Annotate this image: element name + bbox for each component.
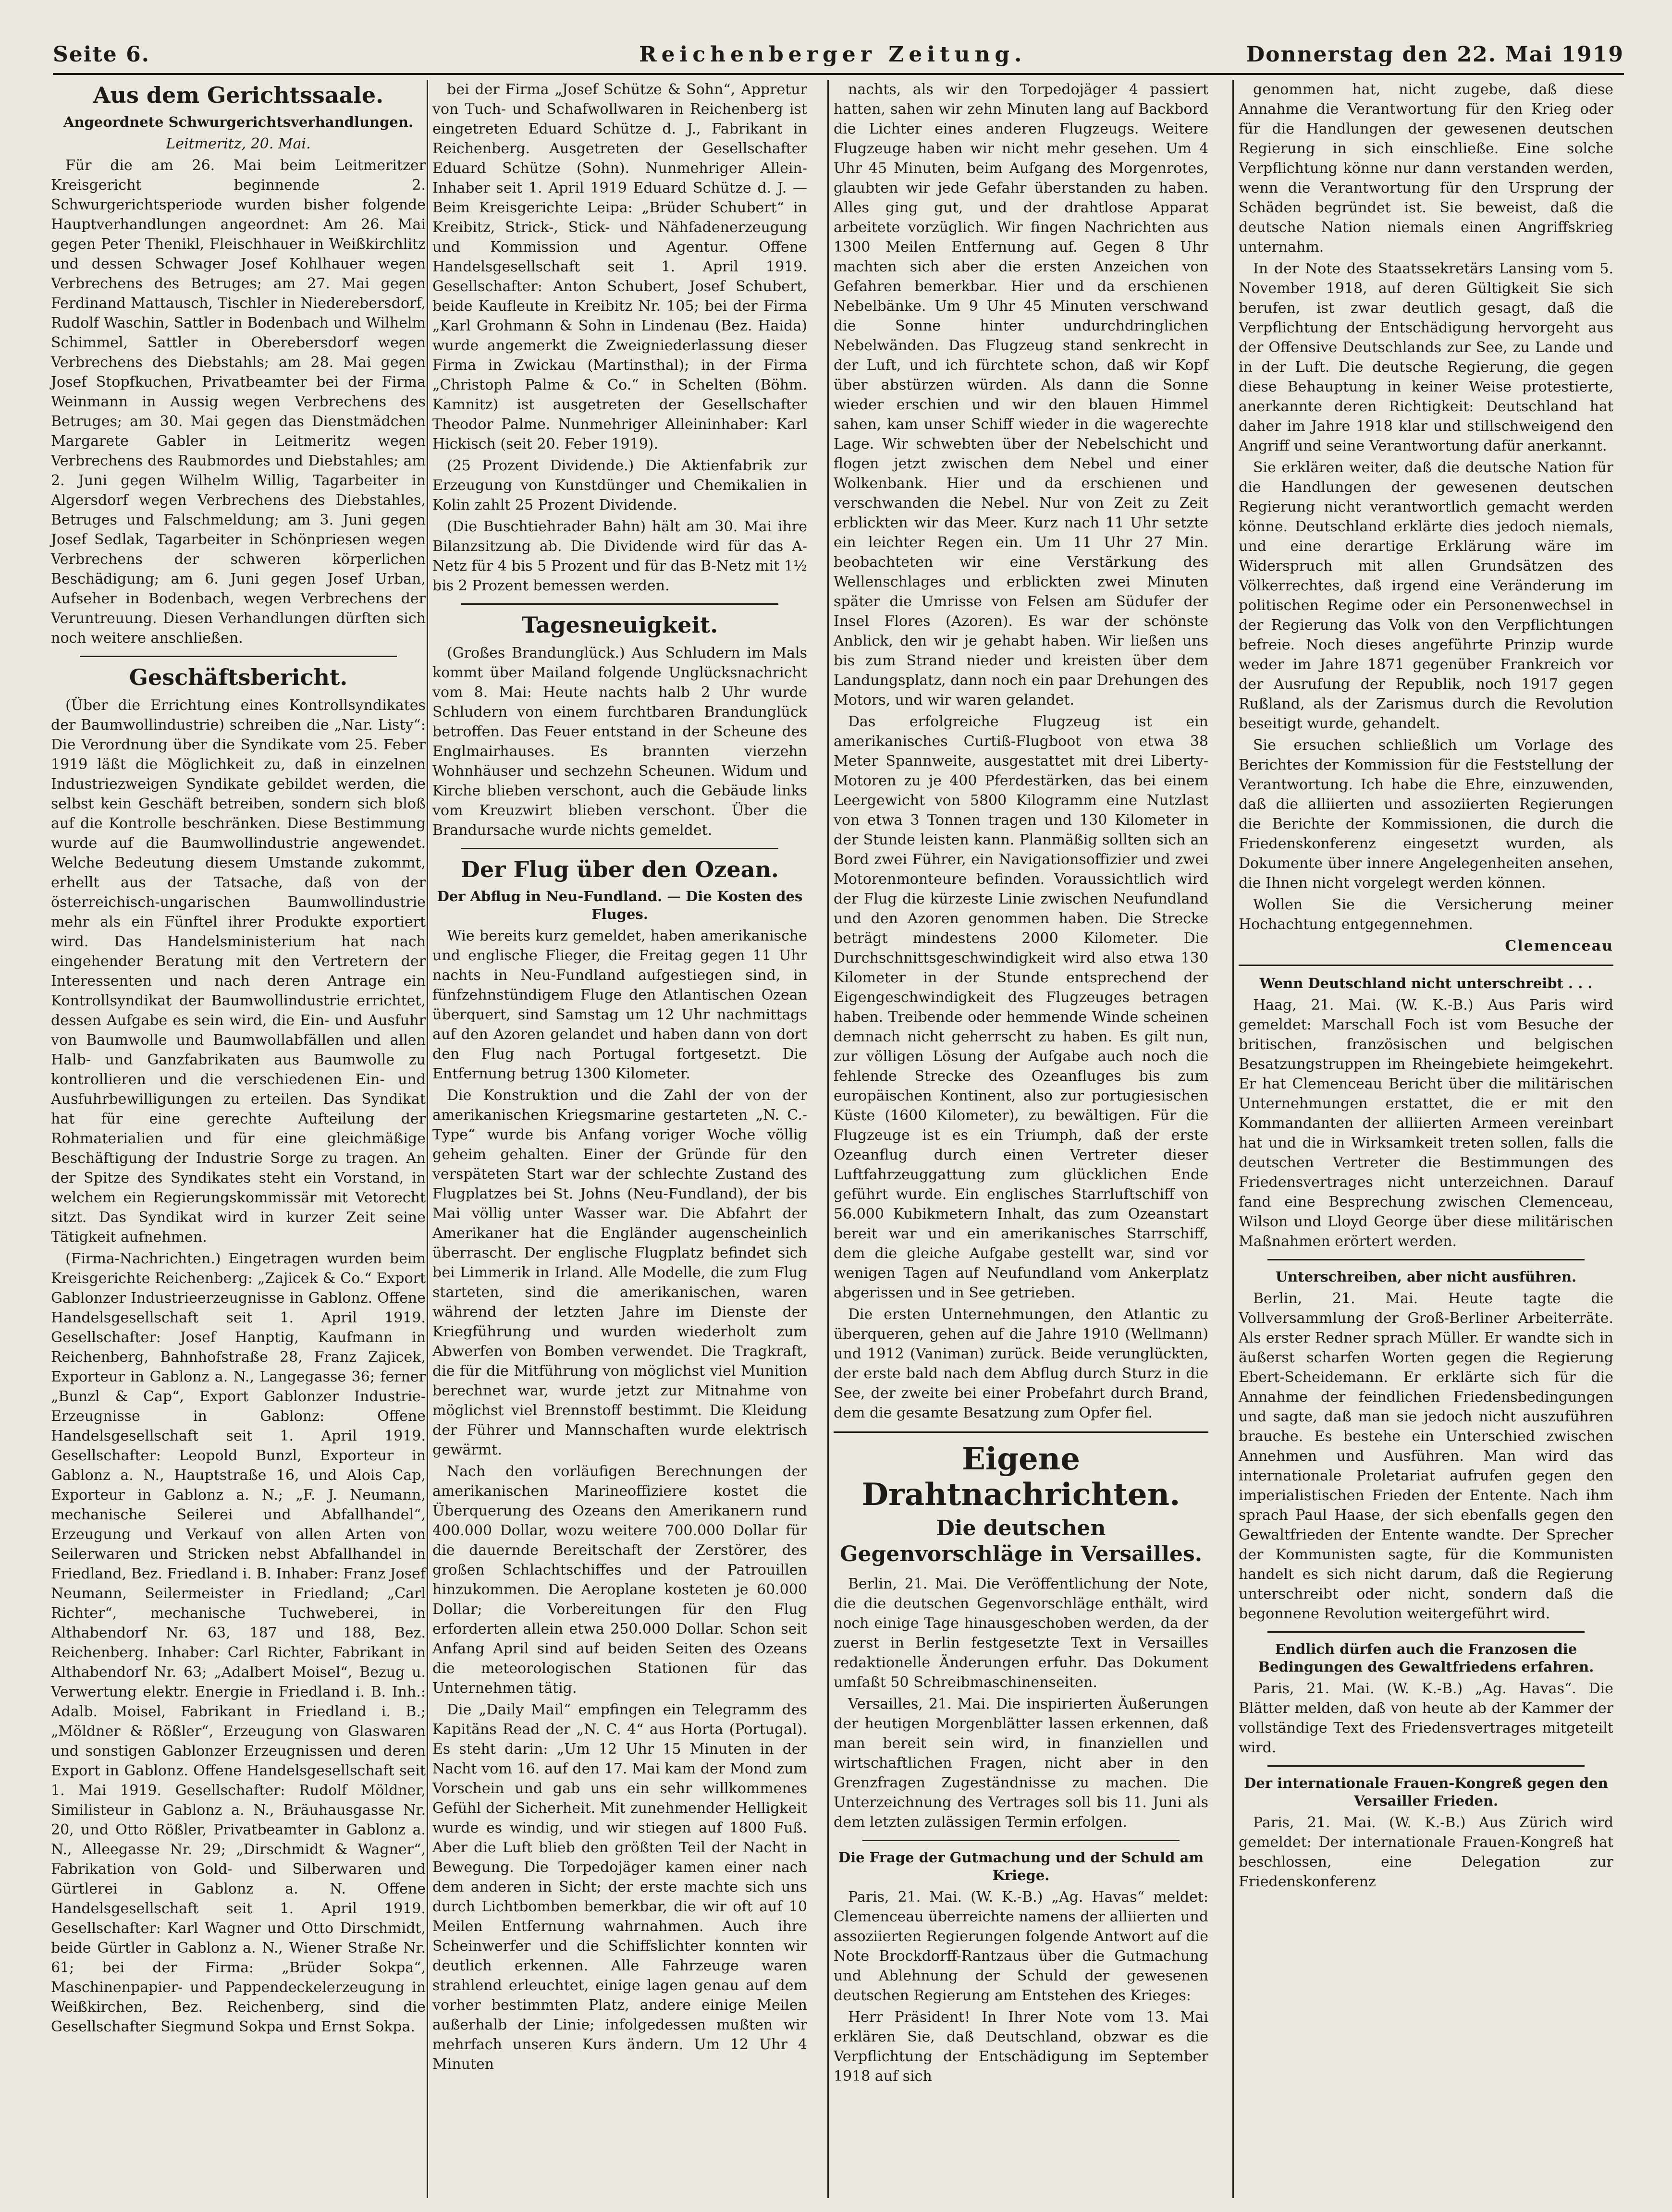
article-heading-frauenkongress: Der internationale Frauen-Kongreß gegen den Versailler Frieden. xyxy=(1244,1775,1608,1809)
article-text-ozeanflug-2: Die Konstruktion und die Zahl der von der amerikanischen Kriegsmarine gestarteten „N. C.-Type“ wurde bis Anfang voriger Woche völlig geheim gehalten. Einer der Gründe für den verspäteten Start war der schlechte Zustand des Flugplatzes bei St. Johns (Neu-Fundland), der bis Mai völlig unter Wasser war. Die Abfahrt der Amerikaner hat die Engländer augenscheinlich überrascht. Der englische Flugplatz befindet sich bei Limmerik in Irland. Alle Modelle, die zum Flug starteten, sind die amerikanischen, waren während der letzten Jahre im Dienste der Kriegführung und wurden wiederholt zum Abwerfen von Bomben verwendet. Die Tragkraft, die für die Mitführung von möglichst viel Munition berechnet war, wurde jetzt zur Mitnahme von möglichst viel Brennstoff bestimmt. Die Kleidung der Führer und Mannschaften wurde elektrisch gewärmt. xyxy=(432,1087,807,1458)
section-rule xyxy=(1267,1631,1585,1633)
column-3 xyxy=(834,80,1208,2193)
section-heading-drahtnachrichten: Eigene Drahtnachrichten. xyxy=(861,1441,1180,1513)
article-text-haag: Haag, 21. Mai. (W. K.-B.) Aus Paris wird gemeldet: Marschall Foch ist vom Besuche der britischen, französischen und belgischen Besatzungstruppen im Rheingebiete heimgekehrt. Er hat Clemenceau Bericht über die militärischen Unternehmungen erstattet, die er mit den Kommandanten der alliierten Armeen vereinbart hat und die in Wirksamkeit treten sollen, falls die deutschen Vertreter die Bestimmungen des Friedensvertrages nicht unterzeichnen. Darauf fand eine Besprechung zwischen Clemenceau, Wilson und Lloyd George über diese militärischen Maßnahmen erörtert werden. xyxy=(1239,997,1613,1250)
article-text-berlin: Berlin, 21. Mai. Die Veröffentlichung der Note, die die deutschen Gegenvorschläge enthält, wird noch einige Tage hinausgeschoben werden, da der zuerst in Berlin festgesetzte Text in Versailles redaktionelle Änderungen erfuhr. Das Dokument umfaßt 50 Schreibmaschinenseiten. xyxy=(834,1576,1208,1691)
section-rule xyxy=(862,1840,1180,1841)
article-text-ozeanflug-4: Die „Daily Mail“ empfingen ein Telegramm des Kapitäns Read der „N. C. 4“ aus Horta (Portugal). Es steht darin: „Um 12 Uhr 15 Minuten in der Nacht vom 16. auf den 17. Mai kam der Mond zum Vorschein und gab uns ein sehr willkommenes Gefühl der Sicherheit. Mit zunehmender Helligkeit wurde es windig, und wir stiegen auf 1800 Fuß. Aber die Luft blieb den größten Teil der Nacht in Bewegung. Die Torpedojäger kamen einer nach dem anderen in Sicht; der erste machte sich uns durch Lichtbomben bemerkbar, die wir oft auf 10 Meilen Entfernung wahrnahmen. Auch ihre Scheinwerfer und die Schiffslichter konnten wir deutlich erkennen. Alle Fahrzeuge waren strahlend erleuchtet, einige lagen genau auf dem vorher bestimmten Platz, andere einige Meilen außerhalb der Linie; infolgedessen mußten wir mehrfach unseren Kurs ändern. Um 12 Uhr 4 Minuten xyxy=(432,1701,807,2073)
paper-title: Reichenberger Zeitung. xyxy=(639,42,1027,67)
article-subheading-ozeanflug: Der Abflug in Neu-Fundland. — Die Kosten des Fluges. xyxy=(437,888,803,922)
article-text-paris-blaetter: Paris, 21. Mai. (W. K.-B.) „Ag. Havas“. Die Blätter melden, daß von heute ab der Kammer der vollständige Text des Friedensvertrages mitgeteilt wird. xyxy=(1239,1680,1613,1756)
article-text-note-5: Wollen Sie die Versicherung meiner Hochachtung entgegennehmen. xyxy=(1239,896,1613,933)
article-text-buschtiehrader-bahn: (Die Buschtiehrader Bahn) hält am 30. Mai ihre Bilanzsitzung ab. Die Dividende wird für das A-Netz für 4 bis 5 Prozent und für das B-Netz mit 1½ bis 2 Prozent bemessen werden. xyxy=(432,518,807,594)
article-heading-nicht-unterschreibt: Wenn Deutschland nicht unterschreibt . . . xyxy=(1259,975,1593,991)
article-text-dividende: (25 Prozent Dividende.) Die Aktienfabrik zur Erzeugung von Kunstdünger und Chemikalien in Kolin zahlt 25 Prozent Dividende. xyxy=(432,457,807,513)
section-rule xyxy=(1267,1765,1585,1767)
page-label: Seite 6. xyxy=(53,42,150,67)
dateline: Leitmeritz, 20. Mai. xyxy=(166,135,311,152)
section-rule xyxy=(834,1431,1208,1433)
article-heading-gegenvorschlaege: Die deutschen Gegenvorschläge in Versailles. xyxy=(839,1516,1203,1566)
article-text-firma-nachrichten: (Firma-Nachrichten.) Eingetragen wurden beim Kreisgerichte Reichenberg: „Zajicek & Co.“ Export Gablonzer Industrieerzeugnisse in Gablonz. Offene Handelsgesellschaft seit 1. April 1919. Gesellschafter: Josef Hanptig, Kaufmann in Reichenberg, Bahnhofstraße 28, Franz Zajicek, Exporteur in Gablonz a. N., Langegasse 36; ferner „Bunzl & Cap“, Export Gablonzer Industrie-Erzeugnisse in Gablonz: Offene Handelsgesellschaft seit 1. April 1919. Gesellschafter: Leopold Bunzl, Exporteur in Gablonz a. N., Hauptstraße 16, und Alois Cap, Exporteur in Gablonz a. N.; „F. J. Neumann, mechanische Seilerei und Abfallhandel“, Erzeugung und Verkauf von allen Arten von Seilerwaren und Stricken nebst Abfallhandel in Friedland, Bez. Friedland i. B. Inhaber: Franz Josef Neumann, Seilermeister in Friedland; „Carl Richter“, mechanische Tuchweberei, in Althabendorf Nr. 63, 187 und 188, Bez. Reichenberg. Inhaber: Carl Richter, Fabrikant in Althabendorf Nr. 63; „Adalbert Moisel“, Bezug u. Verwertung elektr. Energie in Friedland i. B. Inh.: Adalb. Moisel, Fabrikant in Friedland i. B.; „Möldner & Rößler“, Erzeugung von Glaswaren und sonstigen Gablonzer Erzeugnissen und deren Export in Gablonz. Offene Handelsgesellschaft seit 1. Mai 1919. Gesellschafter: Rudolf Möldner, Similisteur in Gablonz a. N., Bräuhausgasse Nr. 20, und Otto Rößler, Privatbeamter in Gablonz a. N., Alleegasse Nr. 29; „Dirschmidt & Wagner“, Fabrikation von Gold- und Silberwaren und Gürtlerei in Gablonz a. N. Offene Handelsgesellschaft seit 1. April 1919. Gesellschafter: Karl Wagner und Otto Dirschmidt, beide Gürtler in Gablonz a. N., Wiener Straße Nr. 61; bei der Firma: „Brüder Sokpa“, Maschinenpapier- und Pappendeckelerzeugung in Weißkirchen, Bez. Reichenberg, sind die Gesellschafter Siegmund Sokpa und Ernst Sokpa. xyxy=(51,1250,426,2035)
article-text-paris-havas: Paris, 21. Mai. (W. K.-B.) „Ag. Havas“ meldet: Clemenceau überreichte namens der alliierten und assoziierten Regierungen folgende Antwort auf die Note Brockdorff-Rantzaus über die Gutmachung und Ablehnung der Schuld der gewesenen deutschen Regierung am Entstehen des Krieges: xyxy=(834,1889,1208,2004)
article-heading-franzosen: Endlich dürfen auch die Franzosen die Bedingungen des Gewaltfriedens erfahren. xyxy=(1258,1641,1594,1675)
article-heading-schwurgericht: Angeordnete Schwurgerichtsverhandlungen. xyxy=(63,114,414,130)
article-text-ozeanflug-3: Nach den vorläufigen Berechnungen der amerikanischen Marineoffiziere kostet die Überquerung des Ozeans den Amerikanern rund 400.000 Dollar, wozu weitere 700.000 Dollar für die dauernde Bereitschaft der Zerstörer, des großen Schlachtschiffes und der Patrouillen hinzukommen. Die Aeroplane kosteten je 60.000 Dollar; die Vorbereitungen für den Flug erforderten allein etwa 250.000 Dollar. Schon seit Anfang April sind auf beiden Seiten des Ozeans die meteorologischen Stationen für das Unternehmen tätig. xyxy=(432,1463,807,1697)
column-divider xyxy=(827,80,829,2198)
section-heading-geschaeftsbericht: Geschäftsbericht. xyxy=(129,664,348,690)
article-text-ozeanflug-5: nachts, als wir den Torpedojäger 4 passiert hatten, sahen wir zehn Minuten lang auf Backbord die Lichter eines anderen Flugzeugs. Weitere Flugzeuge haben wir nicht mehr gesehen. Um 4 Uhr 45 Minuten, beim Aufgang des Morgenrotes, glaubten wir jede Gefahr überstanden zu haben. Alles ging gut, und der drahtlose Apparat arbeitete vorzüglich. Wir fingen Nachrichten aus 1300 Meilen Entfernung auf. Gegen 8 Uhr machten sich aber die ersten Anzeichen von Gefahren bemerkbar. Hier und da erschienen Nebelbänke. Um 9 Uhr 45 Minuten verschwand die Sonne hinter undurchdringlichen Nebelwänden. Das Flugzeug stand senkrecht in der Luft, und ich fürchtete schon, daß wir Kopf über abstürzen würden. Als dann die Sonne wieder erschien und wir den blauen Himmel sahen, kam unser Schiff wieder in die wagerechte Lage. Wir schwebten über der Nebelschicht und flogen jetzt zwischen dem Nebel und einer Wolkenbank. Hier und da erschienen und verschwanden die Nebel. Nur von Zeit zu Zeit erblickten wir das Meer. Kurz nach 11 Uhr setzte ein leichter Regen ein. Um 11 Uhr 27 Min. beobachteten wir eine Verstärkung des Wellenschlages und erblickten zwei Minuten später die Umrisse von Felsen am Südufer der Insel Flores (Azoren). Es war der schönste Anblick, den wir je gehabt haben. Wir ließen uns bis zum Strand nieder und kreisten über dem Landungsplatz, dann noch ein paar Drehungen des Motors, und wir waren gelandet. xyxy=(834,81,1208,709)
article-text-note-1: genommen hat, nicht zugebe, daß diese Annahme die Verantwortung für den Krieg oder für die Handlungen der gewesenen deutschen Regierung in sich einschließe. Eine solche Verpflichtung könne nur dann verstanden werden, wenn die Verantwortung für den Ursprung der Schäden begründet ist. Sie beweist, daß die deutsche Nation niemals einen Angriffskrieg unternahm. xyxy=(1239,81,1613,256)
section-rule xyxy=(1239,965,1613,966)
section-rule xyxy=(461,603,778,605)
article-text-ozeanflug-1: Wie bereits kurz gemeldet, haben amerikanische und englische Flieger, die Freitag gegen 11 Uhr nachts in Neu-Fundland aufgestiegen sind, in fünfzehnstündigem Fluge den Atlantischen Ozean überquert, sind Samstag um 12 Uhr nachmittags auf den Azoren gelandet und haben dann von dort den Flug nach Portugal fortgesetzt. Die Entfernung betrug 1300 Kilometer. xyxy=(432,928,807,1082)
article-text-versailles: Versailles, 21. Mai. Die inspirierten Äußerungen der heutigen Morgenblätter lassen erkennen, daß man bereit sein wird, in finanziellen und wirtschaftlichen Fragen, nicht aber in den Grenzfragen Zugeständnisse zu machen. Die Unterzeichnung des Vertrages soll bis 11. Juni als dem letzten zulässigen Termin erfolgen. xyxy=(834,1696,1208,1831)
section-rule xyxy=(1267,1259,1585,1260)
article-text-berlin-arbeiterraete: Berlin, 21. Mai. Heute tagte die Vollversammlung der Groß-Berliner Arbeiterräte. Als erster Redner sprach Müller. Er wandte sich in äußerst scharfen Worten gegen die Regierung Ebert-Scheidemann. Er erklärte sich für die Annahme der feindlichen Friedensbedingungen und sagte, daß man sie jedoch nicht auszuführen brauche. Es bestehe ein Unterschied zwischen Annehmen und Ausführen. Man wird das internationale Proletariat aufrufen gegen den imperialistischen Frieden der Entente. Nach ihm sprach Paul Haase, der sich ebenfalls gegen den Gewaltfrieden der Entente wandte. Der Sprecher der Kommunisten sagte, für die Kommunisten handelt es sich nicht darum, daß die Regierung unterschreibt oder nicht, sondern daß die begonnene Revolution weitergeführt wird. xyxy=(1239,1290,1613,1622)
article-text-schwurgericht: Für die am 26. Mai beim Leitmeritzer Kreisgericht beginnende 2. Schwurgerichtsperiode wurden bisher folgende Hauptverhandlungen angeordnet: Am 26. Mai gegen Peter Thenikl, Fleischhauer in Weißkirchlitz und dessen Schwager Josef Kohlhauer wegen Verbrechens des Betruges; am 27. Mai gegen Ferdinand Mattausch, Tischler in Niederebersdorf, Rudolf Waschin, Sattler in Bodenbach und Wilhelm Schimmel, Sattler in Oberebersdorf wegen Verbrechens des Diebstahls; am 28. Mai gegen Josef Stopfkuchen, Privatbeamter bei der Firma Weinmann in Aussig wegen Verbrechens des Betruges; am 30. Mai gegen das Dienstmädchen Margarete Gabler in Leitmeritz wegen Verbrechens des Raubmordes und Diebstahles; am 2. Juni gegen Wilhelm Willig, Tagarbeiter in Algersdorf wegen Verbrechens des Diebstahles, Betruges und Falschmeldung; am 3. Juni gegen Josef Sedlak, Tagarbeiter in Schönpriesen wegen Verbrechens der schweren körperlichen Beschädigung; am 6. Juni gegen Josef Urban, Aufseher in Bodenbach, wegen Verbrechens der Veruntreuung. Diesen Verhandlungen dürften sich noch weitere anschließen. xyxy=(51,157,426,647)
column-4 xyxy=(1239,80,1613,2193)
column-divider xyxy=(427,80,428,2198)
section-heading-gerichtssaale: Aus dem Gerichtssaale. xyxy=(93,82,384,108)
column-1 xyxy=(51,80,426,2193)
article-text-note-start: Herr Präsident! In Ihrer Note vom 13. Mai erklären Sie, daß Deutschland, obzwar es die Verpflichtung der Entschädigung im September 1918 auf sich xyxy=(834,2009,1208,2085)
masthead xyxy=(53,37,1624,70)
article-text-note-2: In der Note des Staatssekretärs Lansing vom 5. November 1918, auf deren Gültigkeit Sie sich berufen, ist zwar deutlich gesagt, daß die Verpflichtung der Entschädigung hervorgeht aus der Offensive Deutschlands zur See, zu Lande und in der Luft. Die deutsche Regierung, die gegen diese Behauptung in keiner Weise protestierte, anerkannte deren Richtigkeit: Deutschland hat daher im Jahre 1918 klar und stillschweigend den Angriff und seine Verantwortung dafür anerkannt. xyxy=(1239,260,1613,454)
section-rule xyxy=(80,656,397,657)
article-text-brandunglueck: (Großes Brandunglück.) Aus Schludern im Mals kommt über Mailand folgende Unglücksnachricht vom 8. Mai: Heute nachts halb 2 Uhr wurde Schludern von einem furchtbaren Brandunglück betroffen. Das Feuer entstand in der Scheune des Englmairhauses. Es brannten vierzehn Wohnhäuser und sechzehn Scheunen. Widum und Kirche blieben verschont, auch die Gebäude links vom Kreuzwirt blieben verschont. Über die Brandursache wurde nichts gemeldet. xyxy=(432,645,807,839)
article-heading-unterschreiben: Unterschreiben, aber nicht ausführen. xyxy=(1275,1269,1577,1285)
section-rule xyxy=(461,848,778,849)
column-2 xyxy=(432,80,807,2193)
article-text-note-4: Sie ersuchen schließlich um Vorlage des Berichtes der Kommission für die Feststellung der Verantwortung. Ich habe die Ehre, einzuwenden, daß die alliierten und assoziierten Regierungen die Berichte der Kommissionen, die durch die Friedenskonferenz eingesetzt wurden, als Dokumente über innere Angelegenheiten ansehen, die Ihnen nicht vorgelegt werden können. xyxy=(1239,737,1613,892)
article-heading-schuldfrage: Die Frage der Gutmachung und der Schuld am Kriege. xyxy=(838,1849,1204,1883)
article-text-kontrollsyndikat: (Über die Errichtung eines Kontrollsyndikates der Baumwollindustrie) schreiben die „Nar. Listy“: Die Verordnung über die Syndikate vom 25. Feber 1919 läßt die Möglichkeit zu, daß in einzelnen Industriezweigen Syndikate gebildet werden, die selbst kein Geschäft betreiben, sondern sich bloß auf die Kontrolle beschränken. Diese Bestimmung wurde auf die Baumwollindustrie angewendet. Welche Bedeutung diesem Umstande zukommt, erhellt aus der Tatsache, daß von der österreichisch-ungarischen Baumwollindustrie mehr als ein Fünftel ihrer Produkte exportiert wird. Das Handelsministerium hat nach eingehender Beratung mit den Vertretern der Interessenten und nach deren Antrage ein Kontrollsyndikat der Baumwollindustrie errichtet, dessen Aufgabe es sein wird, die Ein- und Ausfuhr von Baumwolle und Baumwollabfällen und allen Halb- und Ganzfabrikaten aus Baumwolle zu kontrollieren und die verschiedenen Ein- und Ausfuhrbewilligungen zu erteilen. Das Syndikat hat für eine gerechte Aufteilung der Rohmaterialien und für eine gleichmäßige Beschäftigung der Industrie Sorge zu tragen. An der Spitze des Syndikates steht ein Vorstand, in welchem ein Regierungskommissär mit Vetorecht sitzt. Das Syndikat wird in kurzer Zeit seine Tätigkeit aufnehmen. xyxy=(51,697,426,1246)
issue-date: Donnerstag den 22. Mai 1919 xyxy=(1246,42,1624,67)
section-heading-tagesneuigkeit: Tagesneuigkeit. xyxy=(521,612,718,638)
article-text-frauenkongress: Paris, 21. Mai. (W. K.-B.) Aus Zürich wird gemeldet: Der internationale Frauen-Kongreß hat beschlossen, eine Delegation zur Friedenskonferenz xyxy=(1239,1814,1613,1890)
signature: Clemenceau xyxy=(1505,938,1613,954)
article-heading-ozeanflug: Der Flug über den Ozean. xyxy=(461,856,779,882)
article-text-note-3: Sie erklären weiter, daß die deutsche Nation für die Handlungen der gewesenen deutschen Regierung nicht verantwortlich gemacht werden könne. Deutschland erklärte dies jedoch niemals, und eine derartige Erklärung wäre im Widerspruch mit allen Grundsätzen des Völkerrechtes, daß irgend eine Veränderung im politischen Regime oder ein Personenwechsel in der Regierung das Volk von den Verpflichtungen befreie. Noch dieses angeführte Prinzip wurde weder im Jahre 1871 gegenüber Frankreich vor der Ausrufung der Republik, noch 1917 gegen Rußland, als der Zarismus durch die Revolution beseitigt wurde, gehandelt. xyxy=(1239,459,1613,732)
column-divider xyxy=(1232,80,1234,2198)
article-text-firma-continued: bei der Firma „Josef Schütze & Sohn“, Appretur von Tuch- und Schafwollwaren in Reichenberg ist eingetreten Eduard Schütze d. J., Fabrikant in Reichenberg. Ausgetreten der Gesellschafter Eduard Schütze (Sohn). Nunmehriger Allein-Inhaber seit 1. April 1919 Eduard Schütze d. J. — Beim Kreisgerichte Leipa: „Brüder Schubert“ in Kreibitz, Strick-, Stick- und Nähfadenerzeugung und Kommission und Agentur. Offene Handelsgesellschaft seit 1. April 1919. Gesellschafter: Anton Schubert, Josef Schubert, beide Kaufleute in Kreibitz Nr. 105; bei der Firma „Karl Grohmann & Sohn in Lindenau (Bez. Haida) wurde angemerkt die Zweigniederlassung dieser Firma in Zwickau (Martinsthal); in der Firma „Christoph Palme & Co.“ in Schelten (Böhm. Kamnitz) ist ausgetreten der Gesellschafter Theodor Palme. Nunmehriger Alleininhaber: Karl Hickisch (seit 20. Feber 1919). xyxy=(432,81,807,452)
article-text-ozeanflug-7: Die ersten Unternehmungen, den Atlantic zu überqueren, gehen auf die Jahre 1910 (Wellmann) und 1912 (Vaniman) zurück. Beide verunglückten, der erste bald nach dem Abflug durch Sturz in die See, der zweite bei einer Probefahrt durch Brand, dem die gesamte Besatzung zum Opfer fiel. xyxy=(834,1306,1208,1421)
article-text-ozeanflug-6: Das erfolgreiche Flugzeug ist ein amerikanisches Curtiß-Flugboot von etwa 38 Meter Spannweite, ausgestattet mit drei Liberty-Motoren zu je 400 Pferdestärken, das bei einem Leergewicht von 5800 Kilogramm eine Nutzlast von etwa 3 Tonnen tragen und 130 Kilometer in der Stunde leisten kann. Planmäßig sollten sich an Bord zwei Führer, ein Navigationsoffizier und zwei Motorenmonteure befinden. Voraussichtlich wird der Flug die kürzeste Linie zwischen Neufundland und den Azoren genommen haben. Die Strecke beträgt mindestens 2000 Kilometer. Die Durchschnittsgeschwindigkeit wird also etwa 130 Kilometer in der Stunde entsprechend der Eigengeschwindigkeit des Flugzeuges betragen haben. Treibende oder hemmende Winde scheinen demnach nicht geherrscht zu haben. Es gilt nun, zur völligen Lösung der Aufgabe auch noch die fehlende Strecke des Ozeanfluges bis zum europäischen Kontinent, also zur portugiesischen Küste (1600 Kilometer), zu bewältigen. Für die Flugzeuge ist es ein Triumph, daß der erste Ozeanflug durch einen Vertreter dieser Luftfahrzeuggattung zum glücklichen Ende geführt wurde. Ein englisches Starrluftschiff von 56.000 Kubikmetern Inhalt, das zum Ozeanstart bereit war und ein amerikanisches Starrschiff, dem die gleiche Aufgabe gestellt war, sind vor wenigen Tagen auf Neufundland vom Ankerplatz abgerissen und in See getrieben. xyxy=(834,713,1208,1301)
masthead-rule xyxy=(53,73,1624,75)
